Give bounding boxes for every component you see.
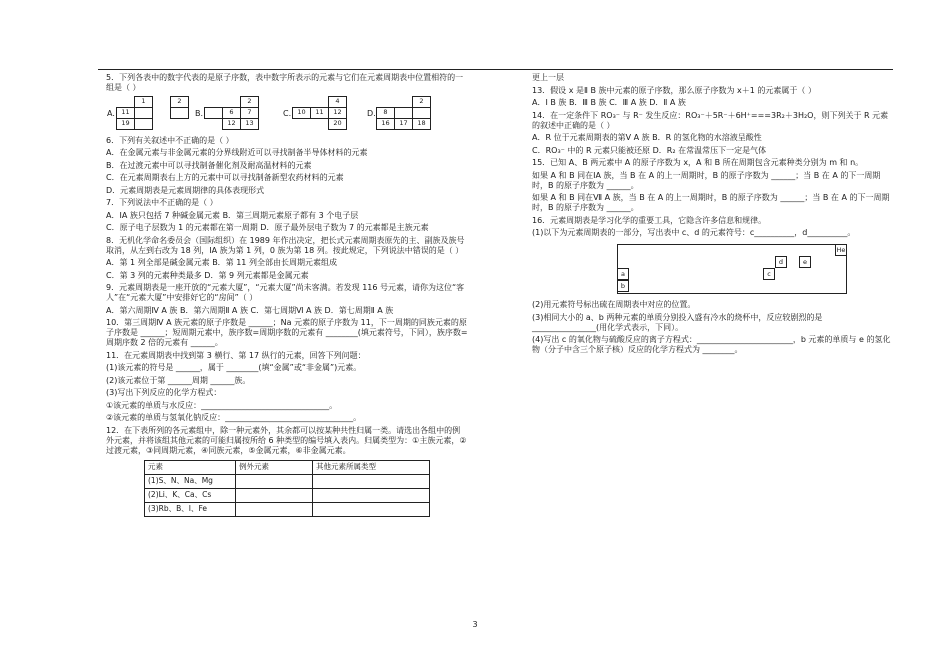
grid-c: C. 4 10 11 12 20	[292, 96, 347, 130]
q6: 6．下列有关叙述中不正确的是（ ）	[106, 135, 234, 145]
continued-text: 更上一层	[532, 73, 564, 82]
q9-options: A．第六周期Ⅳ A 族 B．第六周期Ⅱ A 族 C．第七周期Ⅵ A 族 D．第七周期Ⅱ A 族	[106, 305, 394, 315]
page-number: 3	[472, 620, 478, 629]
q10: 10．第三周期Ⅳ A 族元素的原子序数是 ______；Na 元素的原子序数为 11，下一周期的同族元素的原子序数是 ______；短周期元素中，族序数=周期序数的元素有 ________(填元素符号，下同），族序数=周期序数 2 倍的元素有 ______。	[106, 318, 468, 347]
q7-ab: A．ⅠA 族只包括 7 种碱金属元素 B．第三周期元素原子都有 3 个电子层	[106, 210, 359, 220]
left-column	[106, 73, 468, 517]
table-header: 例外元素	[236, 460, 313, 474]
q11-2: (2)该元素位于第 ______周期 ______族。	[106, 375, 251, 385]
q11-3: (3)写出下列反应的化学方程式：	[106, 388, 222, 397]
q13: 13．假设 x 是Ⅱ B 族中元素的原子序数，那么原子序数为 x＋1 的元素属于（ ）	[532, 85, 816, 95]
q5-grids	[106, 96, 468, 132]
q14-ab: A．R 位于元素周期表的第Ⅴ A 族 B．R 的氢化物的水溶液呈酸性	[532, 133, 762, 142]
q6-b: B．在过渡元素中可以寻找制备催化剂及耐高温材料的元素	[106, 160, 312, 170]
table-row: (3)Rb、B、I、Fe	[145, 502, 430, 516]
grid-d: D. 2 8 16 17 18	[376, 96, 431, 130]
q16-1: (1)以下为元素周期表的一部分，写出表中 c、d 的元素符号：c__________，d__________。	[532, 228, 856, 237]
q16-2: (2)用元素符号标出硫在周期表中对应的位置。	[532, 300, 696, 309]
cell-d: d	[775, 256, 787, 268]
table-row: (2)Li、K、Ca、Cs	[145, 488, 430, 502]
q14: 14．在一定条件下 RO₃⁻ 与 R⁻ 发生反应：RO₃⁻＋5R⁻＋6H⁺===3R₂＋3H₂O，则下列关于 R 元素的叙述中正确的是（ ）	[532, 110, 889, 130]
q16-4: (4)写出 c 的氧化物与硫酸反应的离子方程式：________________________，b 元素的单质与 e 的氢化物（分子中含三个原子核）反应的化学方程式为 ________。	[532, 335, 891, 354]
periodic-table-outline	[617, 244, 847, 294]
q16: 16．元素周期表是学习化学的重要工具，它隐含许多信息和规律。	[532, 215, 767, 225]
q7: 7．下列说法中不正确的是（ ）	[106, 198, 218, 207]
q11-3a: ①该元素的单质与水反应：________________________________。	[106, 400, 338, 410]
right-column	[532, 73, 892, 358]
q15-b: 如果 A 和 B 同在ⅠA 族，当 B 在 A 的上一周期时，B 的原子序数为 ______；当 B 在 A 的下一周期时，B 的原子序数为 ______。	[532, 170, 881, 190]
table-row: (1)S、N、Na、Mg	[145, 474, 430, 488]
q7-cd: C．原子电子层数为 1 的元素都在第一周期 D．原子最外层电子数为 7 的元素都是主族元素	[106, 223, 429, 232]
cell-c: c	[763, 268, 775, 280]
q15-c: 如果 A 和 B 同在Ⅶ A 族，当 B 在 A 的上一周期时，B 的原子序数为 ______；当 B 在 A 的下一周期时，B 的原子序数为 ______。	[532, 193, 890, 212]
q11-1: (1)该元素的符号是 ______，属于 ________(填“金属”或“非金属”)元素。	[106, 363, 362, 372]
q8-cd: C．第 3 列的元素种类最多 D．第 9 列元素都是金属元素	[106, 270, 309, 280]
q16-3: (3)相同大小的 a、b 两种元素的单质分别投入盛有冷水的烧杯中，反应较剧烈的是 ________________(用化学式表示，下同）。	[532, 312, 823, 332]
q15: 15．已知 A、B 两元素中 A 的原子序数为 x，A 和 B 所在周期包含元素种类分别为 m 和 n。	[532, 158, 864, 167]
q12: 12．在下表所列的各元素组中，除一种元素外，其余都可以按某种共性归属一类。请选出各组中的例外元素，并将该组其他元素的可能归属按所给 6 种类型的编号填入表内。归属类型为：①主族元素，②过渡元素，③同周期元素，④同族元素，⑤金属元素，⑥非金属元素。	[106, 425, 467, 455]
q11-3b: ②该元素的单质与氢氧化钠反应：________________________________。	[106, 413, 362, 422]
table-header: 元素	[145, 460, 236, 474]
cell-e: e	[799, 256, 811, 268]
header-rule	[98, 69, 893, 70]
cell-a: a	[617, 268, 629, 280]
q9: 9．元素周期表是一座开放的“元素大厦”，“元素大厦”尚未客满。若发现 116 号元素，请你为这位“客人”在“元素大厦”中安排好它的“房间”（ ）	[106, 283, 465, 302]
q11: 11．在元素周期表中找到第 3 横行、第 17 纵行的元素，回答下列问题：	[106, 350, 366, 360]
cell-b: b	[617, 280, 629, 292]
q6-c: C．在元素周期表右上方的元素中可以寻找制备新型农药材料的元素	[106, 173, 344, 182]
table-header: 其他元素所属类型	[313, 460, 430, 474]
q8: 8．无机化学命名委员会（国际组织）在 1989 年作出决定，把长式元素周期表原先的主、副族及族号取消，从左到右改为 18 列，ⅠA 族为第 1 列，0 族为第 18 列。按此规定，下列说法中错误的是（ ）	[106, 235, 465, 255]
q12-table	[144, 460, 430, 517]
grid-a: A. 1 2 11 19	[116, 96, 189, 130]
q14-cd: C．RO₃⁻ 中的 R 元素只能被还原 D．R₂ 在常温常压下一定是气体	[532, 145, 767, 155]
cell-he: He	[836, 246, 846, 254]
q6-d: D．元素周期表是元素周期律的具体表现形式	[106, 185, 265, 195]
grid-b: B. 2 6 7 12 13	[204, 96, 259, 130]
q5: 5．下列各表中的数字代表的是原子序数，表中数字所表示的元素与它们在元素周期表中位置相符的一组是（ ）	[106, 73, 464, 92]
q8-ab: A．第 1 列全部是碱金属元素 B．第 11 列全部由长周期元素组成	[106, 258, 337, 267]
q6-a: A．在金属元素与非金属元素的分界线附近可以寻找制备半导体材料的元素	[106, 148, 368, 157]
q13-options: A．Ⅰ B 族 B．Ⅲ B 族 C．Ⅲ A 族 D．Ⅱ A 族	[532, 98, 686, 107]
